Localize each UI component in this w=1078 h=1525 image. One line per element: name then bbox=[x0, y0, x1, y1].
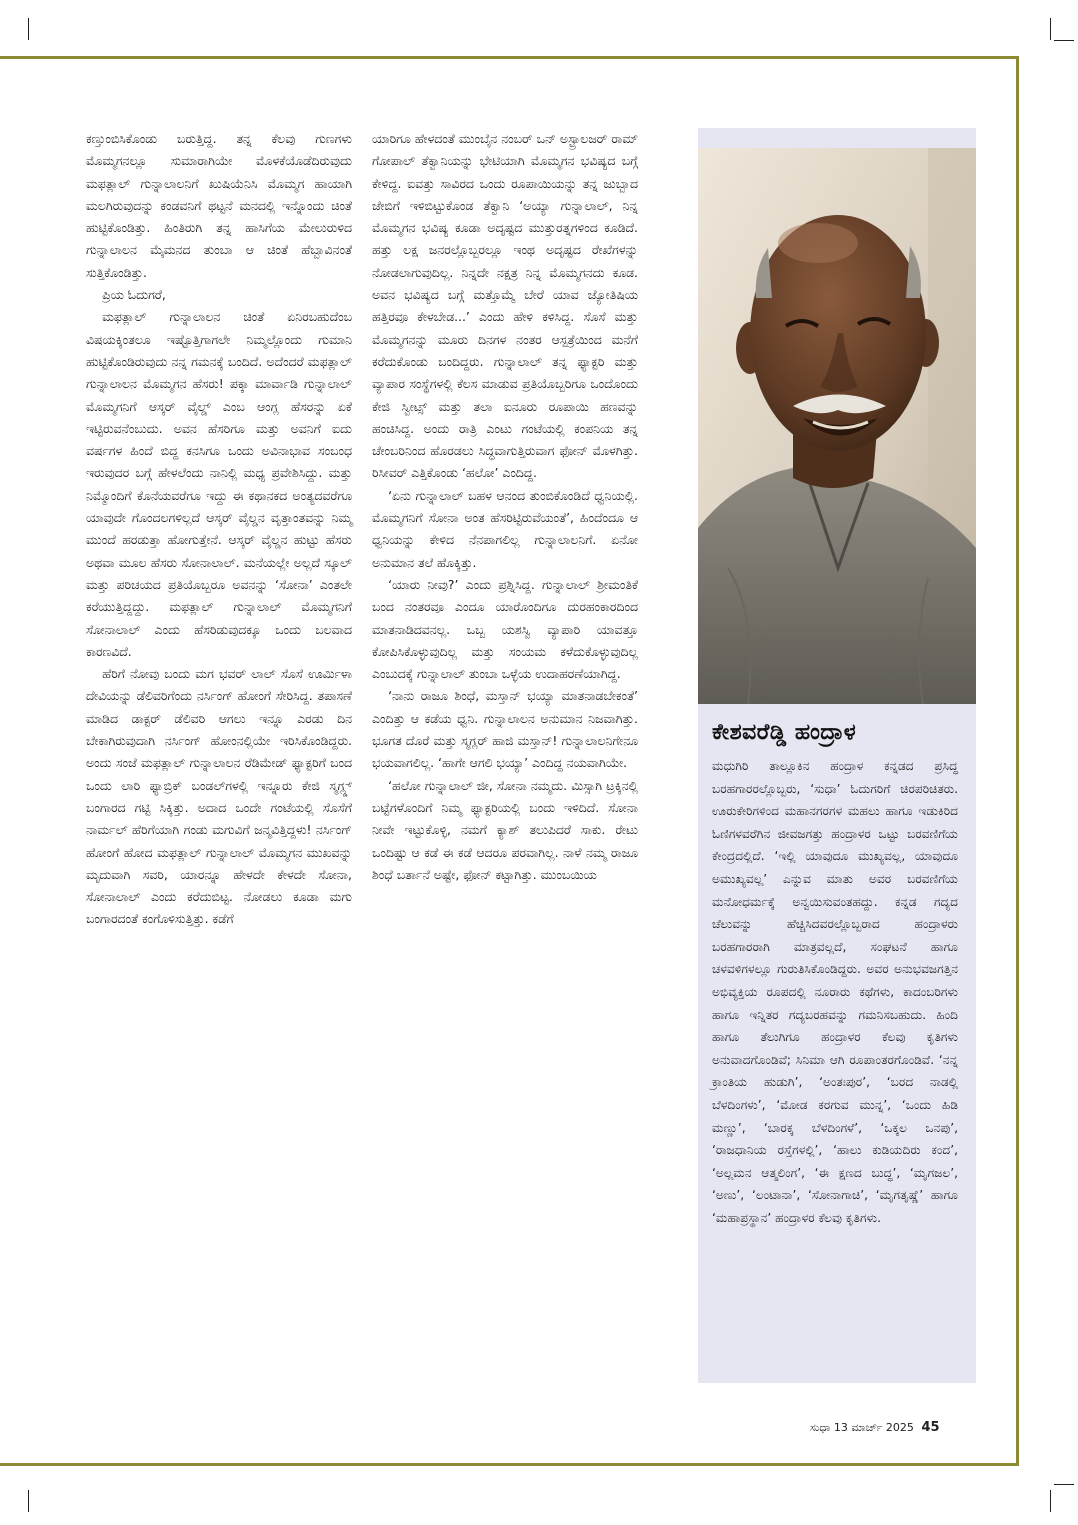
page-footer bbox=[810, 1420, 940, 1435]
crop-mark bbox=[1054, 1484, 1074, 1485]
article-paragraph: ಯಾರಿಗೂ ಹೇಳದಂತೆ ಮುಂಬೈನ ನಂಬರ್ ಒನ್ ಅಸ್ಟ್ರಾಲಜರ್ ರಾಮ್ ಗೋಪಾಲ್ ತೆಕ್ವಾನಿಯನ್ನು ಭೇಟಿಯಾಗಿ ಮೊಮ್ಮಗನ ಭವಿಷ್ಯದ ಬಗ್ಗೆ ಕೇಳಿದ್ದ. ಐವತ್ತು ಸಾವಿರದ ಒಂದು ರೂಪಾಯಿಯನ್ನು ತನ್ನ ಜುಬ್ಬಾದ ಜೇಬಿಗೆ ಇಳಿಬಿಟ್ಟುಕೊಂಡ ತೆಕ್ವಾನಿ ‘ಅಯ್ಯಾ ಗುನ್ನಾಲಾಲ್, ನಿನ್ನ ಮೊಮ್ಮಗನ ಭವಿಷ್ಯ ಕೂಡಾ ಅದೃಷ್ಟದ ಮುತ್ತುರತ್ನಗಳಿಂದ ಕೂಡಿದೆ. ಹತ್ತು ಲಕ್ಷ ಜನರಲ್ಲೊಬ್ಬರಲ್ಲೂ ಇಂಥ ಅದೃಷ್ಟದ ರೇಖೆಗಳನ್ನು ನೋಡಲಾಗುವುದಿಲ್ಲ. ನಿನ್ನದೇ ನಕ್ಷತ್ರ ನಿನ್ನ ಮೊಮ್ಮಗನದು ಕೂಡ. ಅವನ ಭವಿಷ್ಯದ ಬಗ್ಗೆ ಮತ್ತೊಮ್ಮೆ ಬೇರೆ ಯಾವ ಜ್ಯೋತಿಷಿಯ ಹತ್ತಿರವೂ ಕೇಳಬೇಡ...’ ಎಂದು ಹೇಳಿ ಕಳಿಸಿದ್ದ. ಸೊಸೆ ಮತ್ತು ಮೊಮ್ಮಗನನ್ನು ಮೂರು ದಿನಗಳ ನಂತರ ಆಸ್ಪತ್ರೆಯಿಂದ ಮನೆಗೆ ಕರೆದುಕೊಂಡು ಬಂದಿದ್ದರು. ಗುನ್ನಾಲಾಲ್ ತನ್ನ ಫ್ಯಾಕ್ಟರಿ ಮತ್ತು ವ್ಯಾಪಾರ ಸಂಸ್ಥೆಗಳಲ್ಲಿ ಕೆಲಸ ಮಾಡುವ ಪ್ರತಿಯೊಬ್ಬರಿಗೂ ಒಂದೊಂದು ಕೇಜಿ ಸ್ವೀಟ್ಸ್ ಮತ್ತು ತಲಾ ಐನೂರು ರೂಪಾಯಿ ಹಣವನ್ನು ಹಂಚಿಸಿದ್ದ. ಅಂದು ರಾತ್ರಿ ಎಂಟು ಗಂಟೆಯಲ್ಲಿ ಕಂಪನಿಯ ತನ್ನ ಚೇಂಬರಿನಿಂದ ಹೊರಡಲು ಸಿದ್ಧವಾಗುತ್ತಿರುವಾಗ ಫೋನ್ ಮೊಳಗಿತ್ತು. ರಿಸೀವರ್ ಎತ್ತಿಕೊಂಡು ‘ಹಲೋ’ ಎಂದಿದ್ದ. bbox=[372, 131, 638, 481]
crop-mark bbox=[1050, 1490, 1051, 1512]
author-photo bbox=[698, 148, 976, 704]
author-bio bbox=[712, 755, 958, 1229]
article-paragraph: ‘ಏನು ಗುನ್ನಾಲಾಲ್ ಬಹಳ ಆನಂದ ತುಂಬಿಕೊಂಡಿದೆ ಧ್ವನಿಯಲ್ಲಿ. ಮೊಮ್ಮಗನಿಗೆ ಸೋನಾ ಅಂತ ಹೆಸರಿಟ್ಟಿರುವೆಯಂತೆ’, ಹಿಂದೆಂದೂ ಆ ಧ್ವನಿಯನ್ನು ಕೇಳಿದ ನೆನಪಾಗಲಿಲ್ಲ ಗುನ್ನಾಲಾಲನಿಗೆ. ಏನೋ ಅನುಮಾನ ತಲೆ ಹೊಕ್ಕಿತ್ತು. bbox=[372, 487, 638, 570]
article-column-1 bbox=[86, 128, 352, 931]
author-bio-text: ಮಧುಗಿರಿ ತಾಲ್ಲೂಕಿನ ಹಂದ್ರಾಳ ಕನ್ನಡದ ಪ್ರಸಿದ್ಧ ಬರಹಗಾರರಲ್ಲೊಬ್ಬರು, ‘ಸುಧಾ’ ಓದುಗರಿಗೆ ಚಿರಪರಿಚಿತರು. ಊರುಕೇರಿಗಳಿಂದ ಮಹಾನಗರಗಳ ಮಹಲು ಹಾಗೂ ಇಡುಕಿರಿದ ಓಣಿಗಳವರೆಗಿನ ಜೀವಜಗತ್ತು ಹಂದ್ರಾಳರ ಒಟ್ಟು ಬರವಣಿಗೆಯ ಕೇಂದ್ರದಲ್ಲಿದೆ. ‘ಇಲ್ಲಿ ಯಾವುದೂ ಮುಖ್ಯವಲ್ಲ, ಯಾವುದೂ ಅಮುಖ್ಯವಲ್ಲ’ ಎನ್ನುವ ಮಾತು ಅವರ ಬರವಣಿಗೆಯ ಮನೋಧರ್ಮಕ್ಕೆ ಅನ್ವಯಿಸುವಂತಹದ್ದು. ಕನ್ನಡ ಗದ್ಯದ ಚೆಲುವನ್ನು ಹೆಚ್ಚಿಸಿದವರಲ್ಲೊಬ್ಬರಾದ ಹಂದ್ರಾಳರು ಬರಹಗಾರರಾಗಿ ಮಾತ್ರವಲ್ಲದೆ, ಸಂಘಟನೆ ಹಾಗೂ ಚಳವಳಿಗಳಲ್ಲೂ ಗುರುತಿಸಿಕೊಂಡಿದ್ದರು. ಅವರ ಅನುಭವಜಗತ್ತಿನ ಅಭಿವ್ಯಕ್ತಿಯ ರೂಪದಲ್ಲಿ ನೂರಾರು ಕಥೆಗಳು, ಕಾದಂಬರಿಗಳು ಹಾಗೂ ಇನ್ನಿತರ ಗದ್ಯಬರಹವನ್ನು ಗಮನಿಸಬಹುದು. ಹಿಂದಿ ಹಾಗೂ ತೆಲುಗಿಗೂ ಹಂದ್ರಾಳರ ಕೆಲವು ಕೃತಿಗಳು ಅನುವಾದಗೊಂಡಿವೆ; ಸಿನಿಮಾ ಆಗಿ ರೂಪಾಂತರಗೊಂಡಿವೆ. ‘ನನ್ನ ಕ್ರಾಂತಿಯ ಹುಡುಗಿ’, ‘ಅಂತಃಪುರ’, ‘ಬರದ ನಾಡಲ್ಲಿ ಬೆಳದಿಂಗಳು’, ‘ಮೋಡ ಕರಗುವ ಮುನ್ನ’, ‘ಒಂದು ಹಿಡಿ ಮಣ್ಣು’, ‘ಬಾರಕ್ಕ ಬೆಳದಿಂಗಳೆ’, ‘ಒಕ್ಕಲ ಒನಪು’, ‘ರಾಜಧಾನಿಯ ರಸ್ತೆಗಳಲ್ಲಿ’, ‘ಹಾಲು ಕುಡಿಯದಿರು ಕಂದ’, ‘ಅಲ್ಲಮನ ಆತ್ಮಲಿಂಗ’, ‘ಈ ಕ್ಷಣದ ಬುದ್ಧ’, ‘ಮೃಗಜಲ’, ‘ಅಣು’, ‘ಲಂಟಾನಾ’, ‘ಸೋನಾಗಾಚಿ’, ‘ಮೃಗತೃಷ್ಣೆ’ ಹಾಗೂ ‘ಮಹಾಪ್ರಸ್ಥಾನ’ ಹಂದ್ರಾಳರ ಕೆಲವು ಕೃತಿಗಳು. bbox=[712, 759, 958, 1225]
article-paragraph: ‘ಯಾರು ನೀವು?’ ಎಂದು ಪ್ರಶ್ನಿಸಿದ್ದ. ಗುನ್ನಾಲಾಲ್ ಶ್ರೀಮಂತಿಕೆ ಬಂದ ನಂತರವೂ ಎಂದೂ ಯಾರೊಂದಿಗೂ ದುರಹಂಕಾರದಿಂದ ಮಾತನಾಡಿದವನಲ್ಲ. ಒಬ್ಬ ಯಶಸ್ವಿ ವ್ಯಾಪಾರಿ ಯಾವತ್ತೂ ಕೋಪಿಸಿಕೊಳ್ಳುವುದಿಲ್ಲ ಮತ್ತು ಸಂಯಮ ಕಳೆದುಕೊಳ್ಳುವುದಿಲ್ಲ ಎಂಬುದಕ್ಕೆ ಗುನ್ನಾಲಾಲ್ ತುಂಬಾ ಒಳ್ಳೆಯ ಉದಾಹರಣೆಯಾಗಿದ್ದ. bbox=[372, 576, 638, 682]
article-paragraph: ‘ನಾನು ರಾಜೂ ಶಿಂಧೆ, ಮಸ್ತಾನ್ ಭಯ್ಯಾ ಮಾತನಾಡಬೇಕಂತೆ’ ಎಂದಿತ್ತು ಆ ಕಡೆಯ ಧ್ವನಿ. ಗುನ್ನಾಲಾಲನ ಅನುಮಾನ ನಿಜವಾಗಿತ್ತು. ಭೂಗತ ದೊರೆ ಮತ್ತು ಸ್ಮಗ್ಲರ್ ಹಾಜಿ ಮಸ್ತಾನ್! ಗುನ್ನಾಲಾಲನಿಗೇನೂ ಭಯವಾಗಲಿಲ್ಲ. ‘ಹಾಗೇ ಆಗಲಿ ಭಯ್ಯಾ’ ಎಂದಿದ್ದ ನಯವಾಗಿಯೇ. bbox=[372, 688, 638, 771]
article-column-2 bbox=[372, 128, 638, 886]
issue-label: ಸುಧಾ 13 ಮಾರ್ಚ್ 2025 bbox=[810, 1421, 914, 1434]
crop-mark bbox=[28, 18, 29, 40]
article-paragraph: ಹೆರಿಗೆ ನೋವು ಬಂದು ಮಗ ಭವರ್ ಲಾಲ್ ಸೊಸೆ ಊರ್ಮಿಳಾ ದೇವಿಯನ್ನು ಡೆಲಿವರಿಗೆಂದು ನರ್ಸಿಂಗ್ ಹೋಂಗೆ ಸೇರಿಸಿದ್ದ. ತಪಾಸಣೆ ಮಾಡಿದ ಡಾಕ್ಟರ್ ಡೆಲಿವರಿ ಆಗಲು ಇನ್ನೂ ಎರಡು ದಿನ ಬೇಕಾಗಿರುವುದಾಗಿ ನರ್ಸಿಂಗ್ ಹೋಂನಲ್ಲಿಯೇ ಇರಿಸಿಕೊಂಡಿದ್ದರು. ಅಂದು ಸಂಜೆ ಮಫತ್ಲಾಲ್ ಗುನ್ನಾಲಾಲನ ರೆಡಿಮೇಡ್ ಫ್ಯಾಕ್ಟರಿಗೆ ಬಂದ ಒಂದು ಲಾರಿ ಫ್ಯಾಬ್ರಿಕ್ ಬಂಡಲ್‌ಗಳಲ್ಲಿ ಇನ್ನೂರು ಕೇಜಿ ಸ್ಮಗ್ಲ್ಡ್ ಬಂಗಾರದ ಗಟ್ಟಿ ಸಿಕ್ಕಿತ್ತು. ಅದಾದ ಒಂದೇ ಗಂಟೆಯಲ್ಲಿ ಸೊಸೆಗೆ ನಾರ್ಮಲ್ ಹೆರಿಗೆಯಾಗಿ ಗಂಡು ಮಗುವಿಗೆ ಜನ್ಮವಿತ್ತಿದ್ದಳು! ನರ್ಸಿಂಗ್ ಹೋಂಗೆ ಹೋದ ಮಫತ್ಲಾಲ್ ಗುನ್ನಾಲಾಲ್ ಮೊಮ್ಮಗನ ಮುಖವನ್ನು ಮೃದುವಾಗಿ ಸವರಿ, ಯಾರನ್ನೂ ಹೇಳದೇ ಕೇಳದೇ ಸೋನಾ, ಸೋನಾಲಾಲ್ ಎಂದು ಕರೆದುಬಿಟ್ಟ. ನೋಡಲು ಕೂಡಾ ಮಗು ಬಂಗಾರದಂತೆ ಕಂಗೊಳಿಸುತ್ತಿತ್ತು. ಕಡೆಗೆ bbox=[86, 666, 352, 927]
crop-mark bbox=[1050, 18, 1051, 40]
author-sidebar bbox=[698, 128, 976, 1383]
article-paragraph: ಪ್ರಿಯ ಓದುಗರೆ, bbox=[102, 287, 166, 303]
page-number: 45 bbox=[921, 1420, 940, 1435]
author-name: ಕೇಶವರೆಡ್ಡಿ ಹಂದ್ರಾಳ bbox=[712, 720, 857, 745]
article-paragraph: ಮಫತ್ಲಾಲ್ ಗುನ್ನಾಲಾಲನ ಚಿಂತೆ ಏನಿರಬಹುದೆಂಬ ವಿಷಯಕ್ಕಿಂತಲೂ ಇಷ್ಟೊತ್ತಿಗಾಗಲೇ ನಿಮ್ಮಲ್ಲೊಂದು ಗುಮಾನಿ ಹುಟ್ಟಿಕೊಂಡಿರುವುದು ನನ್ನ ಗಮನಕ್ಕೆ ಬಂದಿದೆ. ಅದೆಂದರೆ ಮಫತ್ಲಾಲ್ ಗುನ್ನಾಲಾಲನ ಮೊಮ್ಮಗನ ಹೆಸರು! ಪಕ್ಕಾ ಮಾರ್ವಾಡಿ ಗುನ್ನಾಲಾಲ್ ಮೊಮ್ಮಗನಿಗೆ ಆಸ್ಕರ್ ವೈಲ್ಡ್ ಎಂಬ ಆಂಗ್ಲ ಹೆಸರನ್ನು ಏಕೆ ಇಟ್ಟಿರುವನೆಂಬುದು. ಅವನ ಹೆಸರಿಗೂ ಮತ್ತು ಅವನಿಗೆ ಐದು ವರ್ಷಗಳ ಹಿಂದೆ ಬಿದ್ದ ಕನಸಿಗೂ ಒಂದು ಅವಿನಾಭಾವ ಸಂಬಂಧ ಇರುವುದರ ಬಗ್ಗೆ ಹೇಳಲೆಂದು ನಾನಿಲ್ಲಿ ಮಧ್ಯ ಪ್ರವೇಶಿಸಿದ್ದು. ಮತ್ತು ನಿಮ್ಮೊಂದಿಗೆ ಕೊನೆಯವರೆಗೂ ಇದ್ದು ಈ ಕಥಾನಕದ ಅಂತ್ಯದವರೆಗೂ ಯಾವುದೇ ಗೊಂದಲಗಳಿಲ್ಲದೆ ಆಸ್ಕರ್ ವೈಲ್ಡನ ವೃತ್ತಾಂತವನ್ನು ನಿಮ್ಮ ಮುಂದೆ ಹರಡುತ್ತಾ ಹೋಗುತ್ತೇನೆ. ಆಸ್ಕರ್ ವೈಲ್ಡನ ಹುಟ್ಟು ಹೆಸರು ಅಥವಾ ಮೂಲ ಹೆಸರು ಸೋನಾಲಾಲ್. ಮನೆಯಲ್ಲೇ ಅಲ್ಲದೆ ಸ್ಕೂಲ್ ಮತ್ತು ಪರಿಚಯದ ಪ್ರತಿಯೊಬ್ಬರೂ ಅವನನ್ನು ‘ಸೋನಾ’ ಎಂತಲೇ ಕರೆಯುತ್ತಿದ್ದದ್ದು. ಮಫತ್ಲಾಲ್ ಗುನ್ನಾಲಾಲ್ ಮೊಮ್ಮಗನಿಗೆ ಸೋನಾಲಾಲ್ ಎಂದು ಹೆಸರಿಡುವುದಕ್ಕೂ ಒಂದು ಬಲವಾದ ಕಾರಣವಿದೆ. bbox=[86, 309, 352, 659]
crop-mark bbox=[1054, 40, 1074, 41]
article-paragraph: ‘ಹಲೋ ಗುನ್ನಾಲಾಲ್ ಜೀ, ಸೋನಾ ನಮ್ಮದು. ಮಿಸ್ಸಾಗಿ ಟ್ರಕ್ಕಿನಲ್ಲಿ ಬಟ್ಟೆಗಳೊಂದಿಗೆ ನಿಮ್ಮ ಫ್ಯಾಕ್ಟರಿಯಲ್ಲಿ ಬಂದು ಇಳಿದಿದೆ. ಸೋನಾ ನೀವೇ ಇಟ್ಟುಕೊಳ್ಳಿ, ನಮಗೆ ಕ್ಯಾಶ್ ತಲುಪಿದರೆ ಸಾಕು. ರೇಟು ಒಂದಿಷ್ಟು ಆ ಕಡೆ ಈ ಕಡೆ ಆದರೂ ಪರವಾಗಿಲ್ಲ. ನಾಳೆ ನಮ್ಮ ರಾಜೂ ಶಿಂಧೆ ಬರ್ತಾನೆ ಅಷ್ಟೇ, ಫೋನ್ ಕಟ್ಟಾಗಿತ್ತು. ಮುಂಬಯಿಯ bbox=[372, 777, 638, 882]
crop-mark bbox=[28, 1490, 29, 1512]
article-paragraph: ಕಣ್ತುಂಬಿಸಿಕೊಂಡು ಬರುತ್ತಿದ್ದ. ತನ್ನ ಕೆಲವು ಗುಣಗಳು ಮೊಮ್ಮಗನಲ್ಲೂ ಸುಮಾರಾಗಿಯೇ ಮೊಳಕೆಯೊಡೆದಿರುವುದು ಮಫತ್ಲಾಲ್ ಗುನ್ನಾಲಾಲನಿಗೆ ಖುಷಿಯೆನಿಸಿ ಮೊಮ್ಮಗ ಹಾಯಾಗಿ ಮಲಗಿರುವುದನ್ನು ಕಂಡವನಿಗೆ ಥಟ್ಟನೆ ಮನದಲ್ಲಿ ಇನ್ನೊಂದು ಚಿಂತೆ ಹುಟ್ಟಿಕೊಂಡಿತ್ತು. ಹಿಂತಿರುಗಿ ತನ್ನ ಹಾಸಿಗೆಯ ಮೇಲುರುಳಿದ ಗುನ್ನಾಲಾಲನ ಮೈಮನದ ತುಂಬಾ ಆ ಚಿಂತೆ ಹೆಬ್ಬಾವಿನಂತೆ ಸುತ್ತಿಕೊಂಡಿತ್ತು. bbox=[86, 131, 352, 280]
